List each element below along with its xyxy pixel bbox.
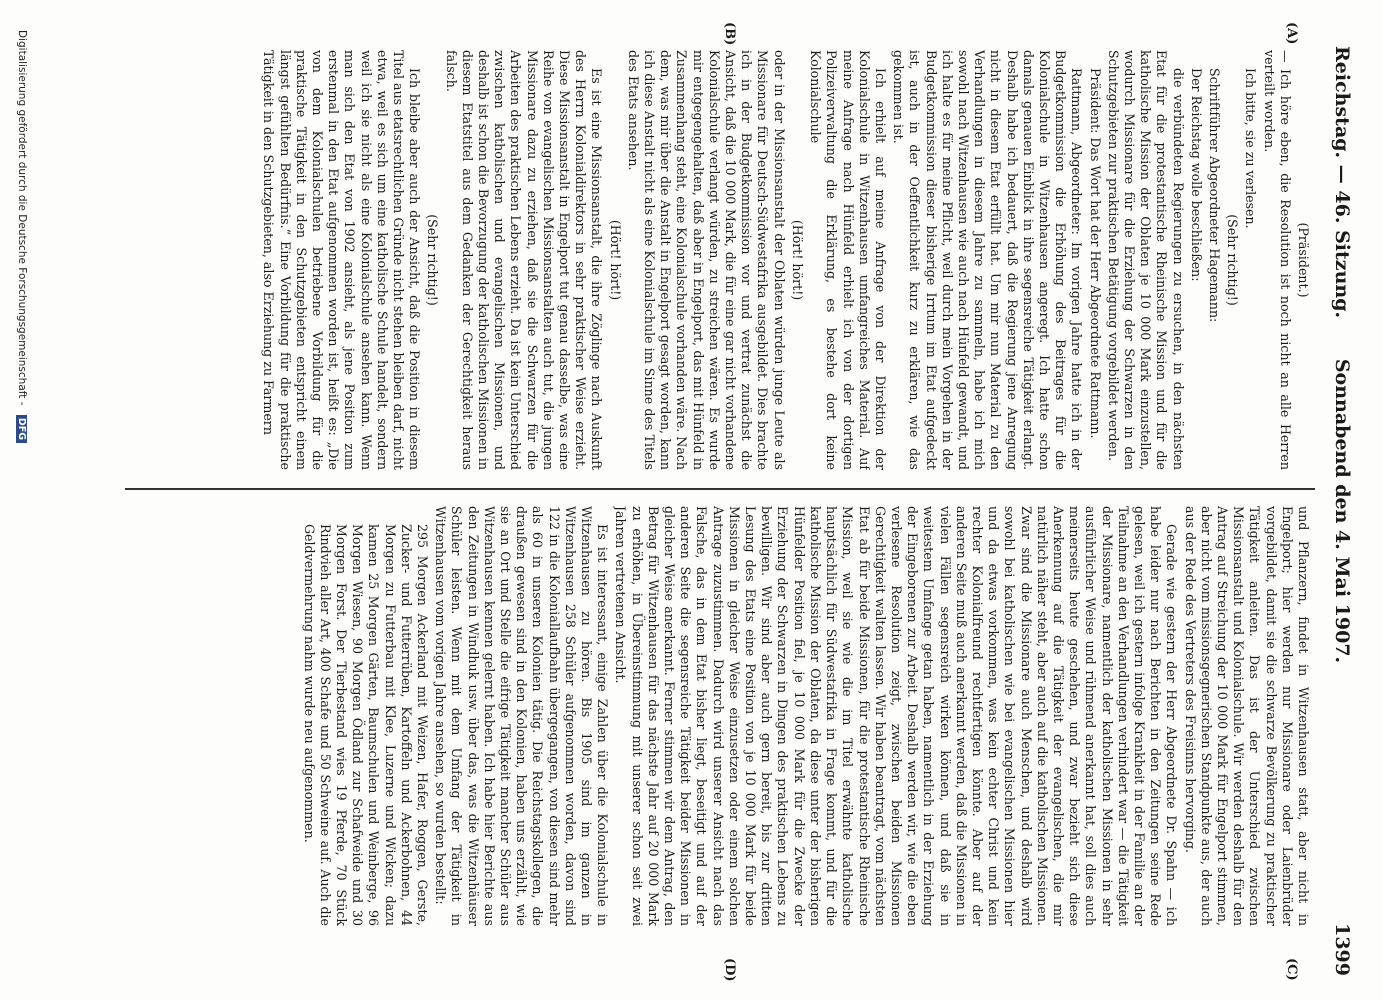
left-column-paragraph: (Hört! hört!) bbox=[789, 219, 805, 301]
left-column-paragraph: Der Reichstag wolle beschließen: bbox=[1188, 68, 1204, 282]
left-column-paragraph: (Sehr richtig!) bbox=[1225, 214, 1241, 306]
digitization-footer bbox=[10, 30, 28, 970]
right-column-paragraph: Gerade wie gestern der Herr Abgeordnete Dr. Spahn — ich habe leider nur nach Berichten in den Zeitungen seine Rede gelesen, weil ich gestern infolge Krankheit in der Familie an der Teilnahme an den Verhandlungen verhindert war — die Tätigkeit der Missionare, namentlich der katholischen Missionen in sehr ausführlicher Weise und rühmend anerkannt hat, soll dies auch meinerseits heute geschehen, und zwar bezieht sich diese Anerkennung auf die Tätigkeit der evangelischen, die mir natürlich näher steht, aber auch auf die katholischen Missionen. Zwar sind die Missionare auch Menschen, und deshalb wird sowohl bei katholischen wie bei evangelischen Missionen hier und da etwas vorkommen, was kein echter Christ und kein rechter Kolonialfreund rechtfertigen könnte. Aber auf der anderen Seite muß auch anerkannt werden, daß die Missionen in vielen Fällen segensreich wirken können, und daß sie in weitestem Umfange getan haben, namentlich in der Erziehung der Eingeborenen zur Arbeit. Deshalb werden wir, wie die eben verlesene Resolution zeigt, zwischen beiden Missionen Gerechtigkeit walten lassen. Wir haben beantragt, vom nächsten Etat ab für beide Missionen, für die protestantische Rheinische Mission, weil sie wie die im Titel erwähnte katholische hauptsächlich für Südwestafrika in Frage kommt, und für die katholische Mission der Oblaten, da diese unter der bisherigen Hünfelder Position fiel, je 10 000 Mark für die Zwecke der Erziehung der Schwarzen in Dingen des praktischen Lebens zu bewilligen. Wir sind aber auch gern bereit, bis zur dritten Lesung des Etats eine Position von je 10 000 Mark für beide Missionen in gleicher Weise einzusetzen oder einem solchen Antrage zuzustimmen. Dadurch wird unserer Ansicht nach das Falsche, das in dem Etat bisher liegt, beseitigt und auf der anderen Seite die segensreiche Tätigkeit beider Missionen in gleicher Weise anerkannt. Ferner stimmen wir dem Antrag, den Betrag für Witzenhausen für das nächste Jahr auf 20 000 Mark zu erhöhen, in Übereinstimmung mit unserer schon seit zwei Jahren vertretenen Ansicht. bbox=[613, 506, 1180, 926]
page-number: 1399 bbox=[1331, 923, 1353, 976]
left-column-paragraph: (Sehr richtig!) bbox=[425, 214, 441, 306]
margin-mark-c: (C) bbox=[1284, 958, 1299, 981]
left-column-paragraph: die verbündeten Regierungen zu ersuchen, in den nächsten Etat für die protestantische Rheinische Mission und für die katholische Mission der Oblaten je 10 000 Mark einzustellen, wodurch Missionare für die Erziehung der Schwarzen in den Schutzgebieten zur praktischen Betätigung vorgebildet werden. bbox=[1105, 50, 1186, 470]
header-session: Reichstag. — 46. Sitzung. bbox=[1331, 46, 1353, 319]
column-divider bbox=[125, 488, 1315, 490]
dfg-logo: DFG bbox=[17, 415, 28, 443]
margin-mark-b: (B) bbox=[722, 22, 737, 46]
footer-text: Digitalisierung gefördert durch die Deutsche Forschungsgemeinschaft - bbox=[16, 30, 28, 406]
right-column-paragraph: 295 Morgen Ackerland mit Weizen, Hafer, Roggen, Gerste, Zucker- und Futterrüben, Kartoffeln und Ackerbohnen, 44 Morgen zu Futterbau mit Klee, Luzerne und Wicken; dazu kamen 25 Morgen Gärten, Baumschulen und Weinberge, 96 Morgen Wiesen, 90 Morgen Ödland zur Schafweide und 30 Morgen Forst. Der Tierbestand wies 19 Pferde, 70 Stück Rindvieh aller Art, 400 Schafe und 50 Schweine auf. Auch die Geldvermehrung nahm wurde neu aufgenommen. bbox=[301, 524, 431, 926]
left-column-paragraph: Schriftführer Abgeordneter Hagemann: bbox=[1206, 68, 1222, 323]
left-column-paragraph: oder in der Missionsanstalt der Oblaten würden junge Leute als Missionare für Deutsch-Südwestafrika ausgebildet. Dies brachte ich in der Budgetkommission vor und vertrat zunächst die Ansicht, daß die 10 000 Mark, die für eine gar nicht vorhandene Kolonialschule verlangt würden, zu streichen wären. Es wurde mir entgegengehalten, daß aber in Engelport, das mit Hünfeld in Zusammenhang steht, eine Kolonialschule vorhanden wäre. Nach dem, was mir über die Anstalt in Engelport gesagt worden, kann ich diese Anstalt nicht als eine Kolonialschule im Sinne des Titels des Etats ansehen. bbox=[625, 50, 787, 470]
left-column-paragraph: Ich bitte, sie zu verlesen. bbox=[1243, 68, 1259, 229]
margin-mark-a: (A) bbox=[1284, 22, 1299, 45]
left-column-paragraph: Präsident: Das Wort hat der Herr Abgeordnete Rattmann. bbox=[1087, 68, 1103, 439]
left-column-paragraph: Rattmann, Abgeordneter: Im vorigen Jahre hatte ich in der Budgetkommission die Erhöhung des Beitrages für die Kolonialschule in Witzenhausen angeregt. Ich hatte schon damals genauen Einblick in ihre segensreiche Tätigkeit erlangt. Deshalb habe ich bedauert, daß die Regierung jene Anregung nicht in diesem Etat erfüllt hat. Um mir nun Material zu den Verhandlungen in diesem Jahre zu sammeln, habe ich mich sowohl nach Witzenhausen wie auch nach Hünfeld gewandt, und ich halte es für meine Pflicht, weil durch mein Vorgehen in der Budgetkommission dieser bisherige Irrtum im Etat aufgedeckt ist, auch in der Oeffentlichkeit kurz zu erklären, wie das gekommen ist. bbox=[891, 50, 1085, 470]
left-column-paragraph: Ich bleibe aber auch der Ansicht, daß die Position in diesem Titel aus etatsrechtlichen Gründe nicht stehen bleiben darf, nicht etwa, weil es sich um eine katholische Schule handelt, sondern weil ich sie nicht als eine Kolonialschule ansehen kann. Wenn man sich den Etat von 1902 ansieht, als jene Position zum erstenmal in den Etat aufgenommen worden ist, heißt es: „Die von dem Kolonialschulen betriebene Vorbildung für die praktische Tätigkeit in den Schutzgebieten entspricht einem längst gefühlten Bedürfnis.“ Eine Vorbildung für die praktische Tätigkeit in den Schutzgebieten, also Erziehung zu Farmern bbox=[261, 50, 423, 470]
left-column-paragraph: Ich erhielt auf meine Anfrage von der Direktion der Kolonialschule in Witzenhausen umfangreiches Material. Auf meine Anfrage nach Hünfeld erhielt ich von der dortigen Polizeiverwaltung die Erklärung, es bestehe dort keine Kolonialschule bbox=[808, 50, 888, 470]
left-column-paragraph: — Ich höre eben, die Resolution ist noch nicht an alle Herren verteilt worden. bbox=[1261, 50, 1293, 470]
left-column-paragraph: Es ist eine Missionsanstalt, die ihre Zöglinge nach Auskunft des Herrn Kolonialdirektors in sehr praktischer Weise erzieht. Diese Missionsanstalt in Engelport tut genau dasselbe, was eine Reihe von evangelischen Missionsanstalten auch tut, die jungen Missionare dazu zu erziehen, daß sie die Schwarzen für die Arbeiten des praktischen Lebens erzieht. Da ist kein Unterschied zwischen katholischen und evangelischen Missionen, und deshalb ist schon die Bevorzugung der katholischen Missionen in diesem Etatstitel aus dem Gedanken der Gerechtigkeit heraus falsch. bbox=[443, 50, 605, 470]
left-column-paragraph: (Präsident.) bbox=[1296, 222, 1311, 298]
right-column-paragraph: Es ist interessant, einige Zahlen über die Kolonialschule in Witzenhausen zu hören. Bis 1905 sind im ganzen in Witzenhausen 258 Schüler aufgenommen worden, davon sind 122 in die Koloniallaufbahn übergegangen, von diesen sind mehr als 60 in unseren Kolonien tätig. Die Reichstagskollegen, die draußen gewesen sind in den Kolonien, haben uns erzählt, wie sie an Ort und Stelle die eifrige Tätigkeit mancher Schüler aus Witzenhausen kennen gelernt haben. Ich habe hier Berichte aus den Zeitungen in Windhuk usw. über das, was die Witzenhäuser Schüler leisten. Wenn mit dem Umfang der Tätigkeit in Witzenhausen vom vorigen Jahre ansehen, so wurden bestellt: bbox=[433, 506, 611, 926]
left-column-paragraph: (Hört! hört!) bbox=[607, 219, 623, 301]
right-column-paragraph: und Pflanzern, findet in Witzenhausen statt, aber nicht in Engelport; hier werden nur Missionare oder Laienbrüder vorgebildet, damit sie die schwarze Bevölkerung zu praktischer Tätigkeit anleiten. Das ist der Unterschied zwischen Missionsanstalt und Kolonialschule. Wir werden deshalb für den Antrag auf Streichung der 10 000 Mark für Engelport stimmen, aber nicht vom missionsgegnerischen Standpunkte aus, der auch aus der Rede des Vertreters des Freisinns hervorging. bbox=[1182, 506, 1311, 926]
right-column bbox=[121, 506, 1311, 926]
page-header bbox=[1319, 46, 1353, 976]
header-date: Sonnabend den 4. Mai 1907. bbox=[1331, 358, 1353, 664]
left-column bbox=[121, 50, 1311, 470]
margin-mark-d: (D) bbox=[722, 958, 737, 982]
